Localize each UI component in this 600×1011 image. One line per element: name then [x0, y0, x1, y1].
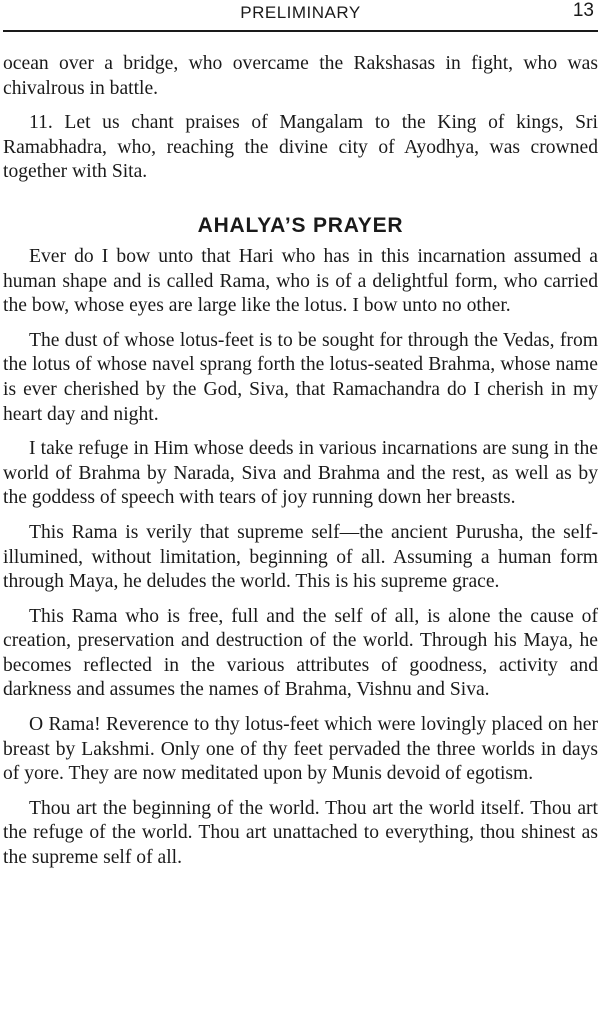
verse-paragraph-11: 11. Let us chant praises of Mangalam to the King of kings, Sri Ramabhadra, who, reaching the divine city of Ayodhya, was crowned together with Sita.	[3, 112, 598, 183]
prayer-paragraph: O Rama! Reverence to thy lotus-feet which were lovingly placed on her breast by Lakshmi. Only one of thy feet pervaded the three worlds in days of yore. They are now meditated upon by Munis devoid of egotism.	[3, 714, 598, 785]
prayer-paragraph: Thou art the beginning of the world. Thou art the world itself. Thou art the refuge of the world. Thou art unattached to everything, thou shinest as the supreme self of all.	[3, 797, 598, 869]
prayer-paragraph: I take refuge in Him whose deeds in various incarnations are sung in the world of Brahma by Narada, Siva and Brahma and the rest, as well as by the goddess of speech with tears of joy running down her breasts.	[3, 438, 598, 509]
page-body	[3, 52, 598, 871]
section-heading: AHALYA’S PRAYER	[197, 213, 404, 237]
running-title: PRELIMINARY	[240, 3, 361, 22]
prayer-paragraph: Ever do I bow unto that Hari who has in this incarnation assumed a human shape and is called Rama, who is of a delightful form, who carried the bow, whose eyes are large like the lotus. I bow unto no other.	[3, 245, 598, 317]
page-number: 13	[572, 0, 594, 21]
prayer-paragraph: The dust of whose lotus-feet is to be sought for through the Vedas, from the lotus of whose navel sprang forth the lotus-seated Brahma, whose name is ever cherished by the God, Siva, that Ramachandra do I cherish in my heart day and night.	[3, 329, 598, 425]
paragraph-continued: ocean over a bridge, who overcame the Rakshasas in fight, who was chivalrous in battle.	[3, 53, 598, 99]
prayer-paragraph: This Rama who is free, full and the self of all, is alone the cause of creation, preservation and destruction of the world. Through his Maya, he becomes reflected in the various attributes of goodness, activity and darkness and assumes the names of Brahma, Vishnu and Siva.	[3, 605, 598, 701]
running-header	[3, 0, 598, 32]
prayer-paragraph: This Rama is verily that supreme self—the ancient Purusha, the self-illumined, without limitation, beginning of all. Assuming a human form through Maya, he deludes the world. This is his supreme grace.	[3, 521, 598, 593]
